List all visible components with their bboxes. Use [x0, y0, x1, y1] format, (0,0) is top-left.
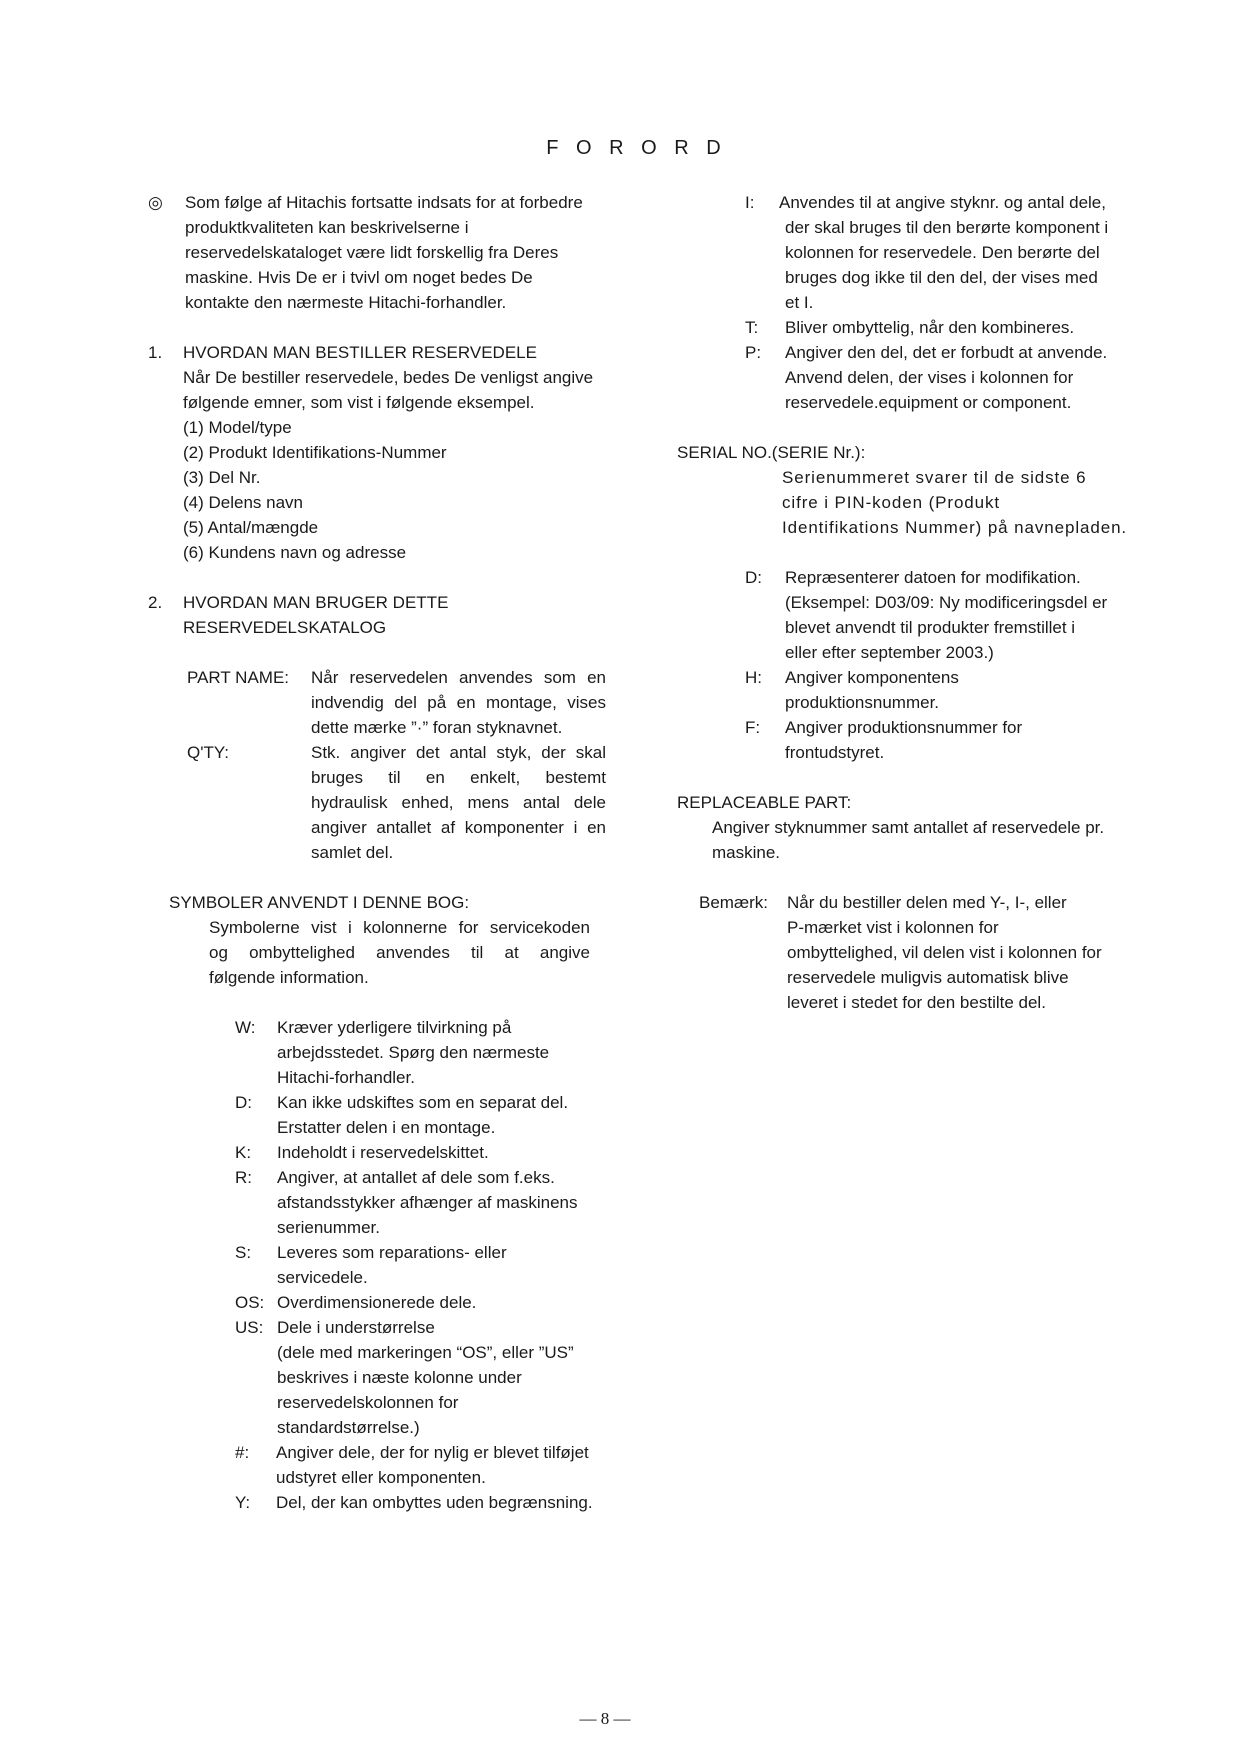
note-label: Bemærk: — [699, 893, 768, 912]
replaceable-text: maskine. — [712, 843, 781, 862]
symbol-code: K: — [235, 1143, 252, 1162]
part-name-text: indvendig del på en montage, vises — [311, 693, 606, 712]
qty-text: Stk. angiver det antal styk, der skal — [311, 743, 606, 762]
symbol-text: servicedele. — [277, 1268, 368, 1287]
symbol-text: Overdimensionerede dele. — [277, 1293, 477, 1312]
symbol-text: Dele i understørrelse — [277, 1318, 435, 1337]
qty-text: bruges til en enkelt, bestemt — [311, 768, 606, 787]
symbol-code: US: — [235, 1318, 264, 1337]
section-1-text: følgende emner, som vist i følgende eksempel. — [183, 393, 535, 412]
code-text: Anvend delen, der vises i kolonnen for — [785, 368, 1074, 387]
code-text: reservedele.equipment or component. — [785, 393, 1072, 412]
note-text: ombyttelighed, vil delen vist i kolonnen for — [787, 943, 1102, 962]
order-item: (6) Kundens navn og adresse — [183, 543, 407, 562]
order-item: (5) Antal/mængde — [183, 518, 319, 537]
section-1-text: Når De bestiller reservedele, bedes De venligst angive — [183, 368, 594, 387]
serial-text: Serienummeret svarer til de sidste 6 — [782, 468, 1087, 487]
symbol-text: Kan ikke udskiftes som en separat del. — [277, 1093, 569, 1112]
code-text: kolonnen for reservedele. Den berørte del — [785, 243, 1100, 262]
code-text: produktionsnummer. — [785, 693, 940, 712]
intro-line: produktkvaliteten kan beskrivelserne i — [185, 218, 469, 237]
symbol-text: udstyret eller komponenten. — [276, 1468, 486, 1487]
code-label: I: — [745, 193, 755, 212]
code-text: eller efter september 2003.) — [785, 643, 994, 662]
symbols-heading: SYMBOLER ANVENDT I DENNE BOG: — [169, 893, 470, 912]
page-number: — 8 — — [579, 1709, 631, 1728]
code-text: Angiver produktionsnummer for — [785, 718, 1023, 737]
note-text: reservedele muligvis automatisk blive — [787, 968, 1069, 987]
order-item: (3) Del Nr. — [183, 468, 261, 487]
code-label: T: — [745, 318, 759, 337]
symbol-text: Indeholdt i reservedelskittet. — [277, 1143, 489, 1162]
symbol-code: OS: — [235, 1293, 265, 1312]
order-item: (2) Produkt Identifikations-Nummer — [183, 443, 447, 462]
symbol-code: #: — [235, 1443, 250, 1462]
note-text: leveret i stedet for den bestilte del. — [787, 993, 1046, 1012]
code-text: frontudstyret. — [785, 743, 885, 762]
qty-text: samlet del. — [311, 843, 394, 862]
qty-text: hydraulisk enhed, mens antal dele — [311, 793, 606, 812]
serial-heading: SERIAL NO.(SERIE Nr.): — [677, 443, 866, 462]
qty-label: Q'TY: — [187, 743, 229, 762]
replaceable-text: Angiver styknummer samt antallet af reservedele pr. — [712, 818, 1105, 837]
code-label: H: — [745, 668, 762, 687]
order-item: (4) Delens navn — [183, 493, 304, 512]
code-text: Anvendes til at angive styknr. og antal dele, — [779, 193, 1106, 212]
qty-text: angiver antallet af komponenter i en — [311, 818, 606, 837]
section-2-heading: HVORDAN MAN BRUGER DETTE — [183, 593, 449, 612]
code-label: D: — [745, 568, 762, 587]
symbol-text: Del, der kan ombyttes uden begrænsning. — [276, 1493, 593, 1512]
code-label: F: — [745, 718, 761, 737]
serial-text: Identifikations Nummer) på navnepladen. — [782, 518, 1128, 537]
note-text: Når du bestiller delen med Y-, I-, eller — [787, 893, 1067, 912]
part-name-label: PART NAME: — [187, 668, 290, 687]
intro-line: Som følge af Hitachis fortsatte indsats for at forbedre — [185, 193, 583, 212]
symbols-intro: følgende information. — [209, 968, 369, 987]
note-text: P-mærket vist i kolonnen for — [787, 918, 999, 937]
part-name-text: dette mærke ”·” foran styknavnet. — [311, 718, 563, 737]
code-text: blevet anvendt til produkter fremstillet i — [785, 618, 1076, 637]
section-2-number: 2. — [148, 593, 163, 612]
code-text: bruges dog ikke til den del, der vises med — [785, 268, 1098, 287]
code-text: (Eksempel: D03/09: Ny modificeringsdel er — [785, 593, 1108, 612]
intro-bullet: ◎ — [148, 193, 163, 212]
code-text: Repræsenterer datoen for modifikation. — [785, 568, 1081, 587]
symbol-code: D: — [235, 1093, 252, 1112]
symbol-text: Angiver, at antallet af dele som f.eks. — [277, 1168, 555, 1187]
symbol-text: reservedelskolonnen for — [277, 1393, 459, 1412]
code-text: et I. — [785, 293, 814, 312]
intro-line: kontakte den nærmeste Hitachi-forhandler. — [185, 293, 507, 312]
section-1-heading: HVORDAN MAN BESTILLER RESERVEDELE — [183, 343, 537, 362]
code-label: P: — [745, 343, 762, 362]
order-item: (1) Model/type — [183, 418, 292, 437]
part-name-text: Når reservedelen anvendes som en — [311, 668, 606, 687]
symbol-text: afstandsstykker afhænger af maskinens — [277, 1193, 578, 1212]
symbol-text: arbejdsstedet. Spørg den nærmeste — [277, 1043, 550, 1062]
symbol-text: standardstørrelse.) — [277, 1418, 420, 1437]
symbol-text: Erstatter delen i en montage. — [277, 1118, 496, 1137]
page-title: F O R O R D — [546, 137, 727, 159]
code-text: Bliver ombyttelig, når den kombineres. — [785, 318, 1075, 337]
symbol-text: Leveres som reparations- eller — [277, 1243, 507, 1262]
symbol-code: Y: — [235, 1493, 251, 1512]
code-text: der skal bruges til den berørte komponent i — [785, 218, 1109, 237]
symbols-intro: og ombyttelighed anvendes til at angive — [209, 943, 590, 962]
replaceable-heading: REPLACEABLE PART: — [677, 793, 852, 812]
symbol-text: serienummer. — [277, 1218, 380, 1237]
symbol-text: beskrives i næste kolonne under — [277, 1368, 522, 1387]
symbol-code: R: — [235, 1168, 252, 1187]
intro-line: maskine. Hvis De er i tvivl om noget bedes De — [185, 268, 533, 287]
symbol-text: Hitachi-forhandler. — [277, 1068, 415, 1087]
code-text: Angiver komponentens — [785, 668, 959, 687]
symbol-text: Kræver yderligere tilvirkning på — [277, 1018, 512, 1037]
symbol-code: W: — [235, 1018, 256, 1037]
symbols-intro: Symbolerne vist i kolonnerne for servicekoden — [209, 918, 590, 937]
serial-text: cifre i PIN-koden (Produkt — [782, 493, 1001, 512]
symbol-text: (dele med markeringen “OS”, eller ”US” — [277, 1343, 574, 1362]
section-1-number: 1. — [148, 343, 163, 362]
code-text: Angiver den del, det er forbudt at anvende. — [785, 343, 1108, 362]
symbol-text: Angiver dele, der for nylig er blevet tilføjet — [276, 1443, 589, 1462]
symbol-code: S: — [235, 1243, 252, 1262]
section-2-heading: RESERVEDELSKATALOG — [183, 618, 387, 637]
intro-line: reservedelskataloget være lidt forskellig fra Deres — [185, 243, 559, 262]
